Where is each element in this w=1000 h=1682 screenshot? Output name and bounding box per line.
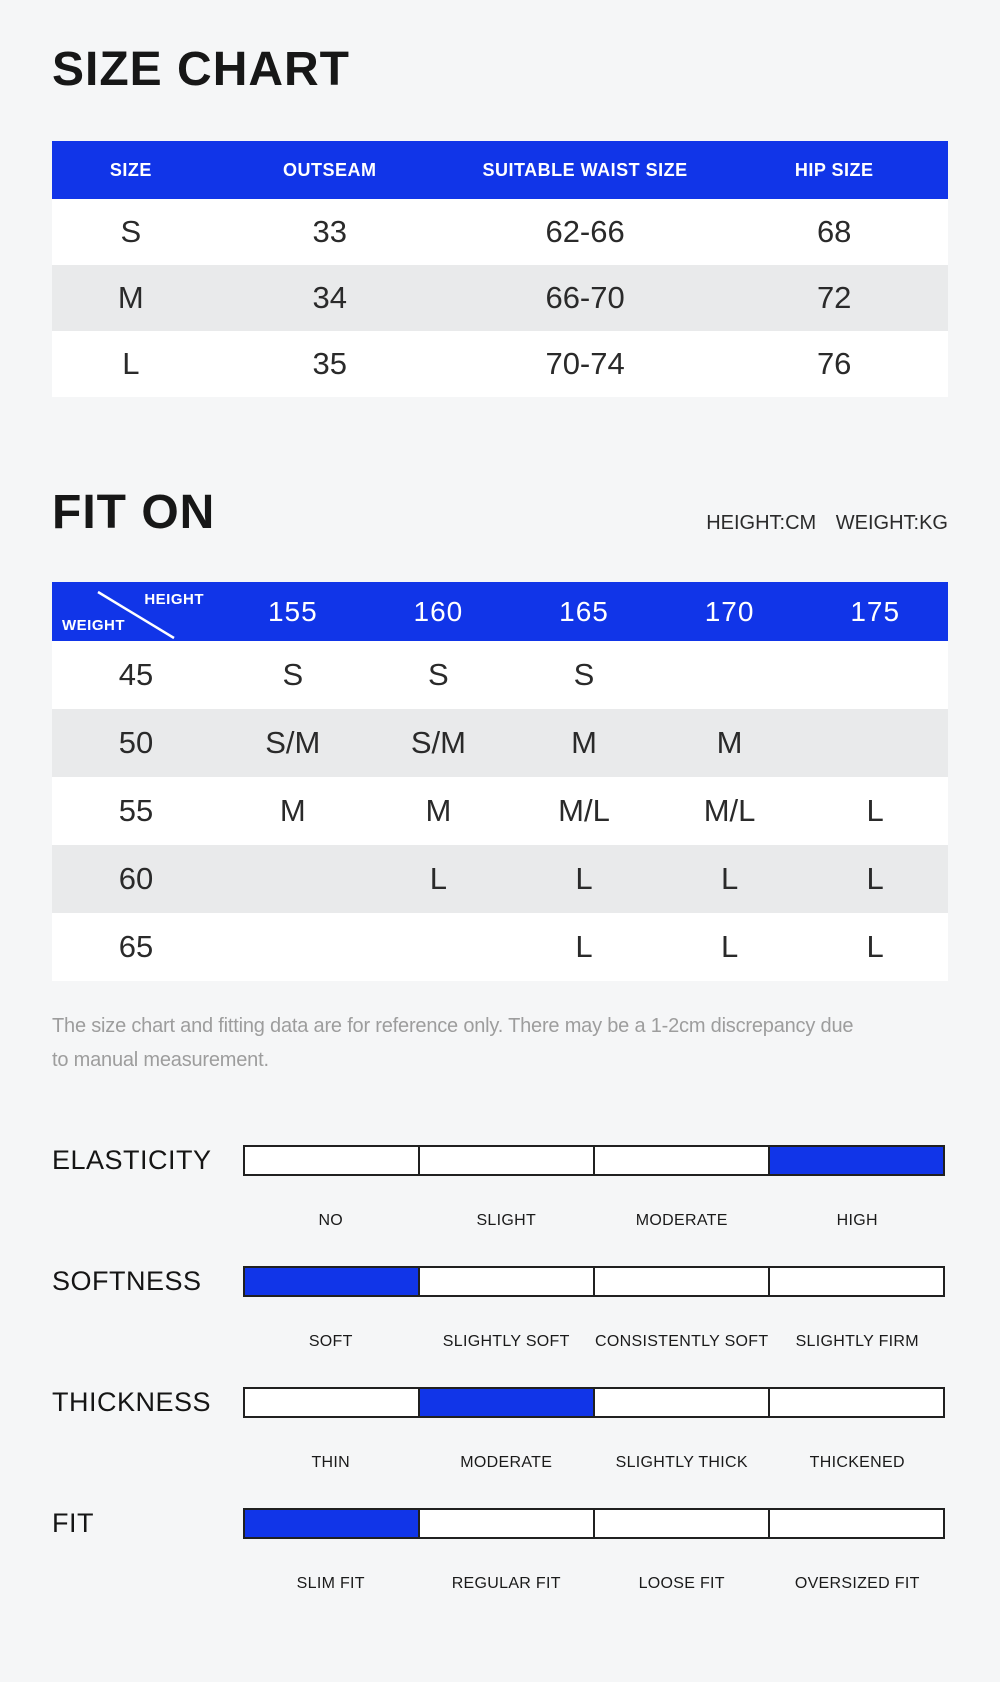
fit-cell: M: [425, 793, 452, 828]
fit-on-table: [52, 582, 948, 981]
fit-cell: L: [866, 861, 884, 896]
fit-cell: M: [279, 793, 306, 828]
fit-header-175: 175: [850, 595, 901, 627]
thickness-scale: [52, 1387, 948, 1472]
size-cell: 62-66: [545, 214, 625, 249]
size-table-header-outseam: OUTSEAM: [283, 159, 377, 180]
thickness-bar: [243, 1387, 945, 1418]
scale-option-label: SLIGHTLY FIRM: [795, 1333, 919, 1350]
fit-cell: S: [428, 657, 449, 692]
fit-cell: L: [575, 929, 593, 964]
size-cell: 76: [816, 346, 852, 381]
scale-segment: [593, 1389, 768, 1416]
size-cell: 72: [816, 280, 852, 315]
corner-height-label: HEIGHT: [144, 591, 204, 608]
fit-cell: L: [720, 861, 739, 896]
size-table: [52, 141, 948, 397]
fit-row-45: [52, 641, 948, 709]
scale-segment: [768, 1147, 943, 1174]
scale-option-label: SLIM FIT: [296, 1575, 365, 1592]
fit-header-165: 165: [559, 595, 609, 627]
fit-row-55: [52, 777, 948, 845]
fit-cell: L: [720, 929, 739, 964]
scale-option-label: SLIGHT: [476, 1212, 537, 1229]
fit-row-60: [52, 845, 948, 913]
fit-header-170: 170: [704, 595, 755, 627]
fit-bar: [243, 1508, 945, 1539]
corner-weight-label: WEIGHT: [62, 617, 125, 634]
fit-cell: S/M: [410, 725, 466, 760]
size-table-header-size: SIZE: [109, 159, 152, 180]
fit-cell: M: [716, 725, 743, 760]
disclaimer-text: [52, 1009, 948, 1077]
size-cell: 66-70: [545, 280, 625, 315]
size-cell: L: [122, 346, 140, 381]
fit-cell: M: [571, 725, 597, 760]
scale-option-label: REGULAR FIT: [451, 1575, 561, 1592]
scale-option-label: MODERATE: [635, 1212, 728, 1229]
size-table-row-s: [52, 199, 948, 265]
size-cell: 68: [816, 214, 852, 249]
height-unit-label: HEIGHT:CM: [706, 512, 817, 534]
scale-segment: [593, 1268, 768, 1295]
page-content: [52, 43, 948, 1593]
scale-segment: [245, 1268, 418, 1295]
size-table-header: [52, 141, 948, 199]
scale-segment: [593, 1147, 768, 1174]
fit-weight-cell: 50: [118, 725, 154, 760]
size-cell: 33: [312, 214, 347, 249]
fit-weight-cell: 45: [118, 657, 154, 692]
scale-segment: [418, 1147, 593, 1174]
size-cell: S: [120, 214, 142, 249]
scale-segment: [768, 1268, 943, 1295]
scale-option-label: LOOSE FIT: [638, 1575, 725, 1592]
fit-cell: L: [866, 793, 884, 828]
fit-cell: M/L: [703, 793, 756, 828]
thickness-label: THICKNESS: [52, 1387, 212, 1417]
scale-option-label: OVERSIZED FIT: [794, 1575, 920, 1592]
fit-table-corner-cell: [52, 582, 220, 641]
size-table-row-m: [52, 265, 948, 331]
scale-segment: [418, 1268, 593, 1295]
fit-table-header: [52, 582, 948, 641]
fit-row-65: [52, 913, 948, 981]
fit-label: FIT: [52, 1508, 94, 1538]
scale-option-label: THICKENED: [809, 1454, 905, 1471]
fit-on-heading: [52, 486, 948, 539]
fit-on-units: [706, 512, 948, 537]
fit-cell: L: [429, 861, 448, 896]
elasticity-scale: [52, 1145, 948, 1230]
scale-option-label: THIN: [311, 1454, 351, 1471]
scale-segment: [418, 1510, 593, 1537]
size-table-header-hip: HIP SIZE: [794, 159, 874, 180]
scale-segment: [245, 1147, 418, 1174]
fit-row-50: [52, 709, 948, 777]
weight-unit-label: WEIGHT:KG: [835, 512, 948, 534]
scale-segment: [593, 1510, 768, 1537]
scale-option-label: MODERATE: [460, 1454, 553, 1471]
scale-option-label: SLIGHTLY SOFT: [442, 1333, 570, 1350]
scale-option-label: CONSISTENTLY SOFT: [595, 1333, 769, 1350]
softness-label: SOFTNESS: [52, 1266, 202, 1296]
scale-option-label: SOFT: [308, 1333, 353, 1350]
fit-cell: S: [573, 657, 595, 692]
size-cell: 34: [312, 280, 347, 315]
fit-cell: M/L: [558, 793, 610, 828]
softness-bar: [243, 1266, 945, 1297]
size-table-header-waist: SUITABLE WAIST SIZE: [482, 159, 688, 180]
fit-cell: L: [866, 929, 884, 964]
size-cell: 35: [312, 346, 347, 381]
fit-cell: S/M: [265, 725, 321, 760]
fit-cell: S: [282, 657, 304, 692]
scale-segment: [418, 1389, 593, 1416]
fit-weight-cell: 65: [118, 929, 154, 964]
disclaimer-line-1: The size chart and fitting data are for reference only. There may be a 1-2cm discrepancy due: [52, 1015, 854, 1037]
fit-on-title: FIT ON: [52, 486, 216, 539]
scale-segment: [245, 1510, 418, 1537]
scale-segment: [768, 1510, 943, 1537]
size-cell: 70-74: [545, 346, 625, 381]
scale-option-label: NO: [318, 1212, 344, 1229]
fit-weight-cell: 60: [118, 861, 154, 896]
size-cell: M: [117, 280, 144, 315]
elasticity-bar: [243, 1145, 945, 1176]
scale-option-label: SLIGHTLY THICK: [615, 1454, 748, 1471]
disclaimer-line-2: to manual measurement.: [52, 1049, 269, 1071]
fit-header-160: 160: [413, 595, 464, 627]
fit-weight-cell: 55: [118, 793, 154, 828]
fit-header-155: 155: [267, 595, 318, 627]
softness-scale: [52, 1266, 948, 1351]
attribute-scales: [52, 1145, 948, 1593]
elasticity-label: ELASTICITY: [52, 1145, 212, 1175]
scale-segment: [245, 1389, 418, 1416]
size-chart-title: SIZE CHART: [52, 43, 350, 96]
scale-segment: [768, 1389, 943, 1416]
fit-scale: [52, 1508, 948, 1593]
scale-option-label: HIGH: [836, 1212, 878, 1229]
size-table-row-l: [52, 331, 948, 397]
fit-cell: L: [575, 861, 593, 896]
